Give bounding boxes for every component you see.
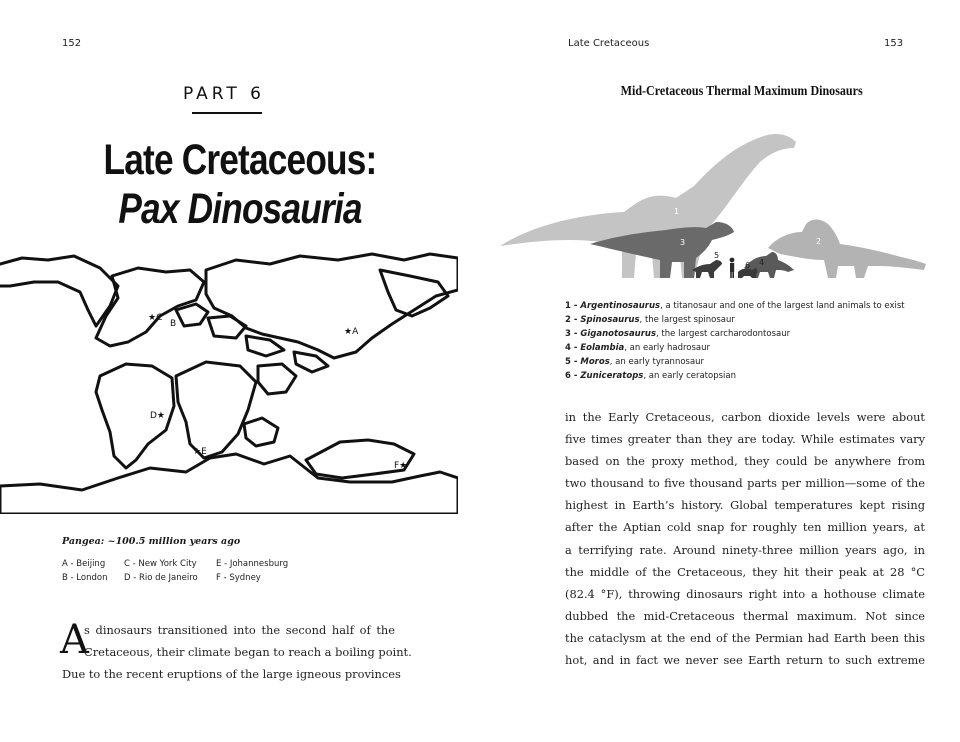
body-line: s dinosaurs transitioned into the second half of the [84,623,395,637]
figure-key-row: 4 - Eolambia, an early hadrosaur [565,343,711,353]
body-line: (82.4 °F), throwing dinosaurs right into a hothouse climate [565,586,925,601]
running-head: Late Cretaceous [568,38,650,49]
part-title-line1: Late Cretaceous: [103,136,377,184]
part-label: PART 6 [183,84,265,104]
body-line: highest in Earth’s history. Global temperatures kept rising [565,498,925,513]
human-scale-figure [730,258,735,278]
legend-item: B - London [62,573,108,583]
map-marker-f: F★ [394,461,408,471]
figure-title: Mid-Cretaceous Thermal Maximum Dinosaurs [620,84,863,99]
body-line: two thousand to five thousand parts per million—some of the [565,476,925,491]
map-marker-d: D★ [150,411,165,421]
part-title-line2: Pax Dinosauria [118,185,362,233]
body-text-left [62,619,412,685]
figure-key [565,299,935,383]
figure-number-5: 5 [714,251,720,260]
body-text-right [565,406,925,671]
landmass-south-band [0,454,458,514]
landmass-eurasia [206,254,458,358]
figure-number-3: 3 [680,238,686,247]
body-line: Cretaceous, their climate began to reach a boiling point. [84,645,412,659]
body-line: based on the proxy method, they could be anywhere from [565,454,925,469]
figure-number-1: 1 [674,207,680,216]
figure-key-row: 1 - Argentinosaurus, a titanosaur and one of the largest land animals to exist [565,301,905,311]
landmass-australia-antarctica [306,440,414,478]
figure-number-6: 6 [745,261,751,270]
figure-key-row: 6 - Zuniceratops, an early ceratopsian [565,371,736,381]
legend-item: A - Beijing [62,559,106,569]
pangea-map [0,246,458,514]
map-marker-b: B [170,319,177,329]
right-page [480,0,960,742]
part-title [68,136,412,234]
map-marker-c: ★C [148,313,163,323]
landmass-north-west [0,256,118,326]
figure-number-2: 2 [816,237,822,246]
body-line: the cataclysm at the end of the Permian had Earth been this [565,630,925,645]
body-line: in the Early Cretaceous, carbon dioxide levels were about [565,410,925,424]
landmass-india [258,364,296,394]
map-caption-title: Pangea: ~100.5 million years ago [62,536,241,547]
body-line: a terrifying rate. Around ninety-three million years ago, in [565,542,925,557]
dinosaur-silhouettes [494,128,944,288]
island-madagascar [244,418,278,446]
page-number-left: 152 [62,38,82,49]
island-europe-2 [208,316,246,338]
map-marker-e: ★E [193,447,207,457]
part-rule [192,112,262,114]
drop-cap: A [60,617,89,663]
legend-item: E - Johannesburg [216,559,289,569]
legend-item: F - Sydney [216,573,261,583]
map-marker-a: ★A [344,327,359,337]
body-line: dubbed the mid-Cretaceous thermal maximum. Not since [565,608,925,623]
body-line: Due to the recent eruptions of the large igneous provinces [62,667,401,681]
figure-key-row: 5 - Moros, an early tyrannosaur [565,357,705,367]
island-tethys [294,352,328,372]
body-line: the middle of the Cretaceous, they hit their peak at 28 °C [565,564,925,579]
figure-key-row: 2 - Spinosaurus, the largest spinosaur [565,315,735,325]
map-legend [62,559,322,583]
island-europe-1 [176,304,208,326]
figure-key-row: 3 - Giganotosaurus, the largest carcharodontosaur [565,329,791,339]
figure-number-4: 4 [759,258,765,267]
body-line: after the Aptian cold snap for roughly ten million years, at [565,520,925,535]
legend-item: D - Rio de Janeiro [124,573,198,583]
page-number-right: 153 [884,38,904,49]
landmass-africa [176,362,256,458]
body-line: hot, and in fact we never see Earth return to such extreme [565,653,925,668]
legend-item: C - New York City [124,559,197,569]
body-line: five times greater than they are today. While estimates vary [565,432,925,447]
